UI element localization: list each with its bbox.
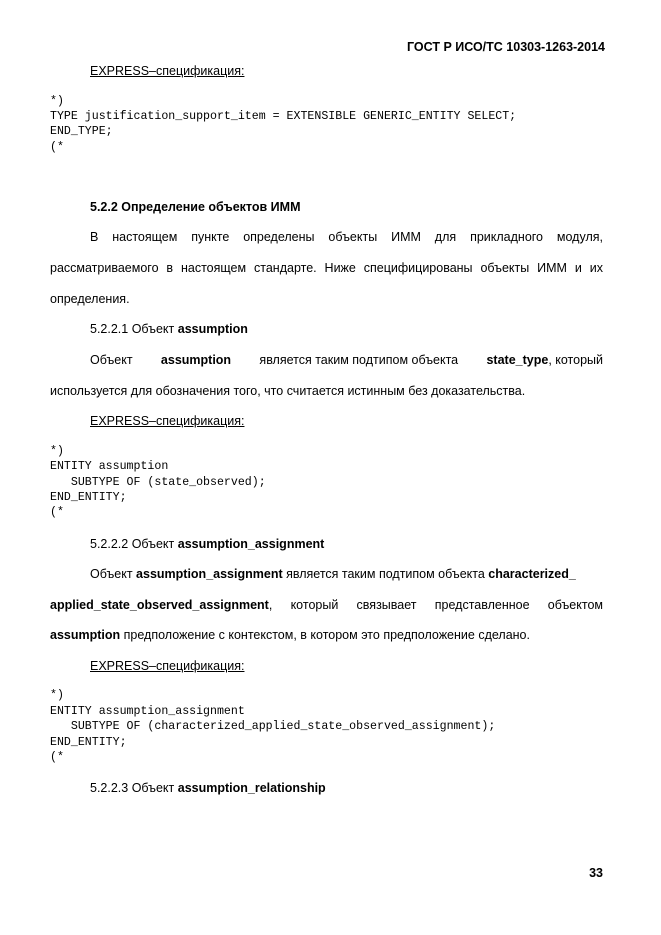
code-line: END_ENTITY;: [50, 736, 127, 749]
code-line: (*: [50, 506, 64, 519]
code-line: (*: [50, 141, 64, 154]
code-line: TYPE justification_support_item = EXTENSIBLE GENERIC_ENTITY SELECT;: [50, 110, 517, 123]
entity-name: assumption: [177, 322, 248, 336]
section-heading: 5.2.2 Определение объектов ИММ: [90, 200, 301, 214]
entity-name: assumption: [160, 353, 232, 367]
paragraph-text: является таким подтипом объекта: [259, 353, 459, 367]
entity-name: assumption_assignment: [136, 567, 283, 581]
paragraph-line: [90, 567, 576, 582]
page-number: 33: [589, 866, 603, 880]
subsection-heading: [90, 537, 324, 552]
code-line: *): [50, 445, 64, 458]
paragraph-text: является таким подтипом объекта: [282, 567, 489, 581]
entity-name: assumption_relationship: [177, 781, 326, 795]
paragraph-line: [50, 598, 603, 613]
code-line: *): [50, 95, 64, 108]
document-header: ГОСТ Р ИСО/ТС 10303-1263-2014: [406, 40, 605, 54]
subsection-prefix: 5.2.2.3 Объект: [90, 781, 178, 795]
paragraph-text: Объект: [90, 567, 137, 581]
paragraph-text: предположение с контекстом, в котором это предположение сделано.: [120, 628, 530, 642]
express-spec-label: EXPRESS–спецификация:: [90, 659, 245, 673]
code-line: ENTITY assumption_assignment: [50, 705, 245, 718]
express-spec-label: EXPRESS–спецификация:: [90, 414, 245, 428]
paragraph-line: [50, 628, 530, 643]
entity-name: applied_state_observed_assignment: [50, 598, 269, 612]
code-line: SUBTYPE OF (characterized_applied_state_observed_assignment);: [50, 720, 496, 733]
paragraph-line: [90, 230, 603, 245]
paragraph-line: рассматриваемого в настоящем стандарте. Ниже специфицированы объекты ИММ и их: [50, 261, 603, 275]
code-line: END_TYPE;: [50, 125, 113, 138]
paragraph-text: [486, 353, 603, 368]
express-spec-label: EXPRESS–спецификация:: [90, 64, 245, 78]
paragraph-line: используется для обозначения того, что считается истинным без доказательства.: [50, 384, 526, 398]
paragraph-text: В настоящем пункте определены объекты ИММ для прикладного модуля,: [90, 230, 603, 244]
subsection-heading: [90, 781, 326, 796]
code-line: *): [50, 689, 64, 702]
paragraph-text: , который связывает представленное объектом: [268, 598, 603, 612]
paragraph-text: , который: [548, 353, 603, 367]
entity-name: assumption_assignment: [177, 537, 325, 551]
entity-name: assumption: [50, 628, 121, 642]
code-line: ENTITY assumption: [50, 460, 169, 473]
subsection-prefix: 5.2.2.2 Объект: [90, 537, 178, 551]
entity-name: characterized_: [488, 567, 576, 581]
subsection-prefix: 5.2.2.1 Объект: [90, 322, 178, 336]
paragraph-text: Объект: [90, 353, 133, 367]
code-line: (*: [50, 751, 64, 764]
subsection-heading: [90, 322, 248, 337]
code-line: SUBTYPE OF (state_observed);: [50, 476, 266, 489]
paragraph-line: [90, 353, 603, 368]
paragraph-line: определения.: [50, 292, 130, 306]
entity-name: state_type: [486, 353, 549, 367]
code-line: END_ENTITY;: [50, 491, 127, 504]
